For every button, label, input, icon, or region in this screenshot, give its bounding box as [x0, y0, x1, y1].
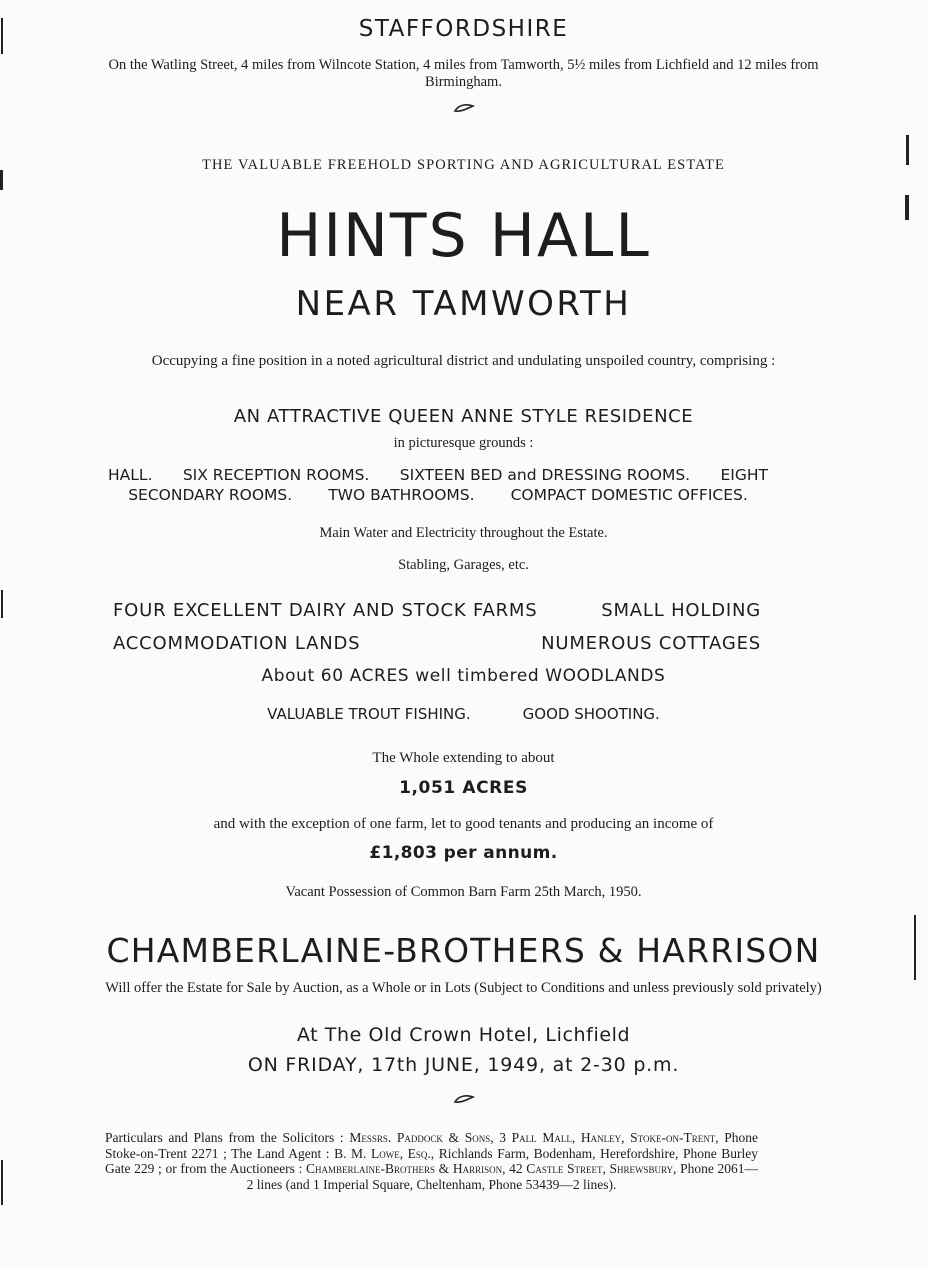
grounds-text: in picturesque grounds : [393, 435, 534, 451]
scan-edge-mark [905, 195, 909, 220]
particulars-text [105, 1130, 758, 1192]
scan-edge-mark [914, 915, 916, 980]
farms-item: ACCOMMODATION LANDS [113, 633, 361, 654]
room-item: EIGHT [720, 466, 768, 484]
room-item: SIXTEEN BED and DRESSING ROOMS. [399, 466, 691, 484]
solicitors-address: Messrs. Paddock & Sons, 3 Pall Mall, Hanley, Stoke-on-Trent [349, 1130, 716, 1145]
scan-edge-mark [0, 170, 3, 190]
location-text: On the Watling Street, 4 miles from Wilncote Station, 4 miles from Tamworth, 5½ miles from Lichfield and 12 miles from Birmingham. [108, 57, 819, 90]
farms-item: SMALL HOLDING [601, 600, 761, 621]
particulars-phone-3: , Phone 2061—2 lines (and 1 Imperial Square, Cheltenham, Phone 53439—2 lines). [246, 1161, 758, 1192]
particulars-lead: Particulars and Plans from the Solicitors : [105, 1130, 350, 1145]
rooms-line-2 [108, 486, 768, 504]
whole-text: The Whole extending to about [372, 750, 555, 766]
particulars-phone-1: , Phone Stoke-on-Trent 2271 ; The Land Agent : [105, 1130, 759, 1161]
water-text: Main Water and Electricity throughout the Estate. [319, 525, 608, 541]
sale-date: ON FRIDAY, 17th JUNE, 1949, at 2-30 p.m. [247, 1054, 680, 1076]
farms-line-1 [113, 600, 761, 621]
venue-text: At The Old Crown Hotel, Lichfield [296, 1024, 631, 1046]
residence-heading: AN ATTRACTIVE QUEEN ANNE STYLE RESIDENCE [233, 406, 694, 427]
land-agent-name: B. M. Lowe, Esq. [334, 1145, 431, 1161]
shooting-text: GOOD SHOOTING. [522, 705, 660, 723]
county-heading: STAFFORDSHIRE [358, 16, 569, 42]
ornament-divider-icon [0, 102, 927, 116]
scan-edge-mark [1, 590, 3, 618]
acres-text: 1,051 ACRES [399, 778, 528, 798]
room-item: TWO BATHROOMS. [328, 486, 475, 504]
vacant-possession-text: Vacant Possession of Common Barn Farm 25th March, 1950. [285, 884, 642, 900]
particulars-phone-2: , Richlands Farm, Bodenham, Herefordshire, Phone Burley Gate 229 ; or from the Auctioneers : [105, 1145, 759, 1176]
farms-line-2 [113, 633, 761, 654]
stabling-text: Stabling, Garages, etc. [398, 557, 529, 573]
rooms-line-1 [108, 466, 768, 484]
income-text: £1,803 per annum. [369, 843, 558, 863]
estate-type: THE VALUABLE FREEHOLD SPORTING AND AGRICULTURAL ESTATE [202, 157, 725, 173]
scan-edge-mark [1, 1160, 3, 1205]
scan-edge-mark [906, 135, 909, 165]
farms-item: NUMEROUS COTTAGES [541, 633, 761, 654]
ornament-divider-icon [0, 1093, 927, 1107]
auctioneers-address: Chamberlaine-Brothers & Harrison, 42 Castle Street, Shrewsbury [306, 1161, 674, 1176]
fishing-text: VALUABLE TROUT FISHING. [267, 705, 471, 723]
auctioneer-heading: CHAMBERLAINE-BROTHERS & HARRISON [106, 931, 821, 970]
room-item: SECONDARY ROOMS. [128, 486, 293, 504]
room-item: SIX RECEPTION ROOMS. [182, 466, 370, 484]
exception-text: and with the exception of one farm, let to good tenants and producing an income of [213, 816, 714, 832]
intro-text: Occupying a fine position in a noted agricultural district and undulating unspoiled country, comprising : [151, 353, 776, 369]
room-item: HALL. [108, 466, 153, 484]
woodlands-text: About 60 ACRES well timbered WOODLANDS [261, 666, 666, 686]
page-title: HINTS HALL [276, 201, 651, 271]
sport-line [0, 705, 927, 723]
page-subtitle: NEAR TAMWORTH [295, 284, 632, 324]
farms-item: FOUR EXCELLENT DAIRY AND STOCK FARMS [113, 600, 538, 621]
scan-edge-mark [1, 18, 3, 54]
room-item: COMPACT DOMESTIC OFFICES. [510, 486, 748, 504]
offer-text: Will offer the Estate for Sale by Auction, as a Whole or in Lots (Subject to Conditions and unless previously sold privately) [105, 980, 822, 996]
